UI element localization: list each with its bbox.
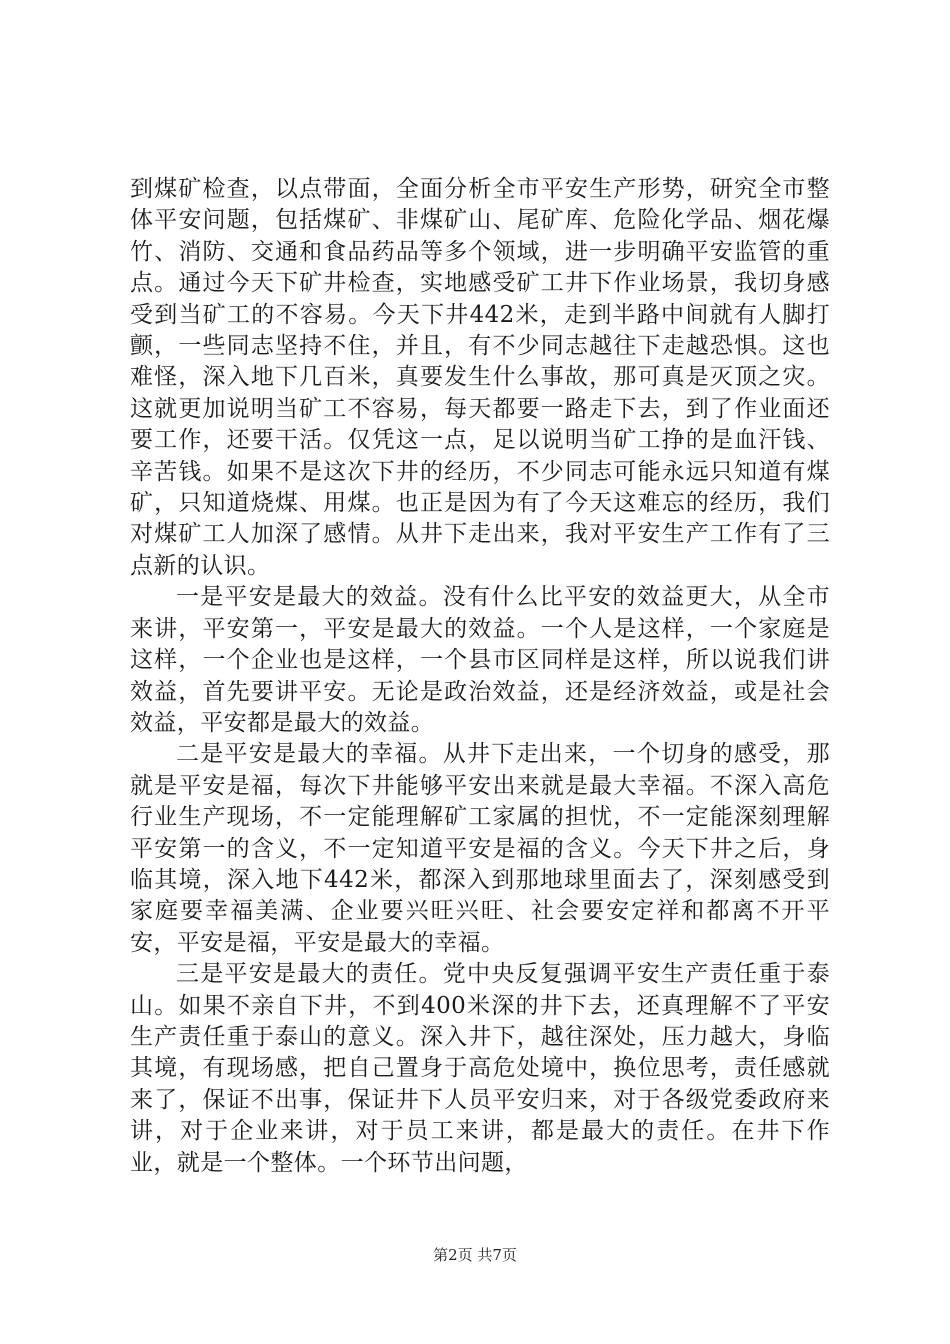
document-body <box>130 174 830 1179</box>
page-number-footer: 第2页 共7页 <box>433 1246 517 1264</box>
paragraph-point-two: 二是平安是最大的幸福。从井下走出来，一个切身的感受，那就是平安是福，每次下井能够平安出来就是最大幸福。不深入高危行业生产现场，不一定能理解矿工家属的担忧，不一定能深刻理解平安第一的含义，不一定知道平安是福的含义。今天下井之后，身临其境，深入地下442米，都深入到那地球里面去了，深刻感受到家庭要幸福美满、企业要兴旺兴旺、社会要安定祥和都离不开平安，平安是福，平安是最大的幸福。 <box>130 741 830 956</box>
paragraph-point-three: 三是平安是最大的责任。党中央反复强调平安生产责任重于泰山。如果不亲自下井，不到400米深的井下去，还真理解不了平安生产责任重于泰山的意义。深入井下，越往深处，压力越大，身临其境，有现场感，把自己置身于高危处境中，换位思考，责任感就来了，保证不出事，保证井下人员平安归来，对于各级党委政府来讲，对于企业来讲，对于员工来讲，都是最大的责任。在井下作业，就是一个整体。一个环节出问题， <box>130 961 830 1176</box>
paragraph-intro: 到煤矿检查，以点带面，全面分析全市平安生产形势，研究全市整体平安问题，包括煤矿、非煤矿山、尾矿库、危险化学品、烟花爆竹、消防、交通和食品药品等多个领域，进一步明确平安监管的重点。通过今天下矿井检查，实地感受矿工井下作业场景，我切身感受到当矿工的不容易。今天下井442米，走到半路中间就有人脚打颤，一些同志坚持不住，并且，有不少同志越往下走越恐惧。这也难怪，深入地下几百米，真要发生什么事故，那可真是灭顶之灾。这就更加说明当矿工不容易，每天都要一路走下去，到了作业面还要工作，还要干活。仅凭这一点，足以说明当矿工挣的是血汗钱、辛苦钱。如果不是这次下井的经历，不少同志可能永远只知道有煤矿，只知道烧煤、用煤。也正是因为有了今天这难忘的经历，我们对煤矿工人加深了感情。从井下走出来，我对平安生产工作有了三点新的认识。 <box>130 176 830 579</box>
paragraph-point-one: 一是平安是最大的效益。没有什么比平安的效益更大，从全市来讲，平安第一，平安是最大的效益。一个人是这样，一个家庭是这样，一个企业也是这样，一个县市区同样是这样，所以说我们讲效益，首先要讲平安。无论是政治效益，还是经济效益，或是社会效益，平安都是最大的效益。 <box>130 584 830 736</box>
